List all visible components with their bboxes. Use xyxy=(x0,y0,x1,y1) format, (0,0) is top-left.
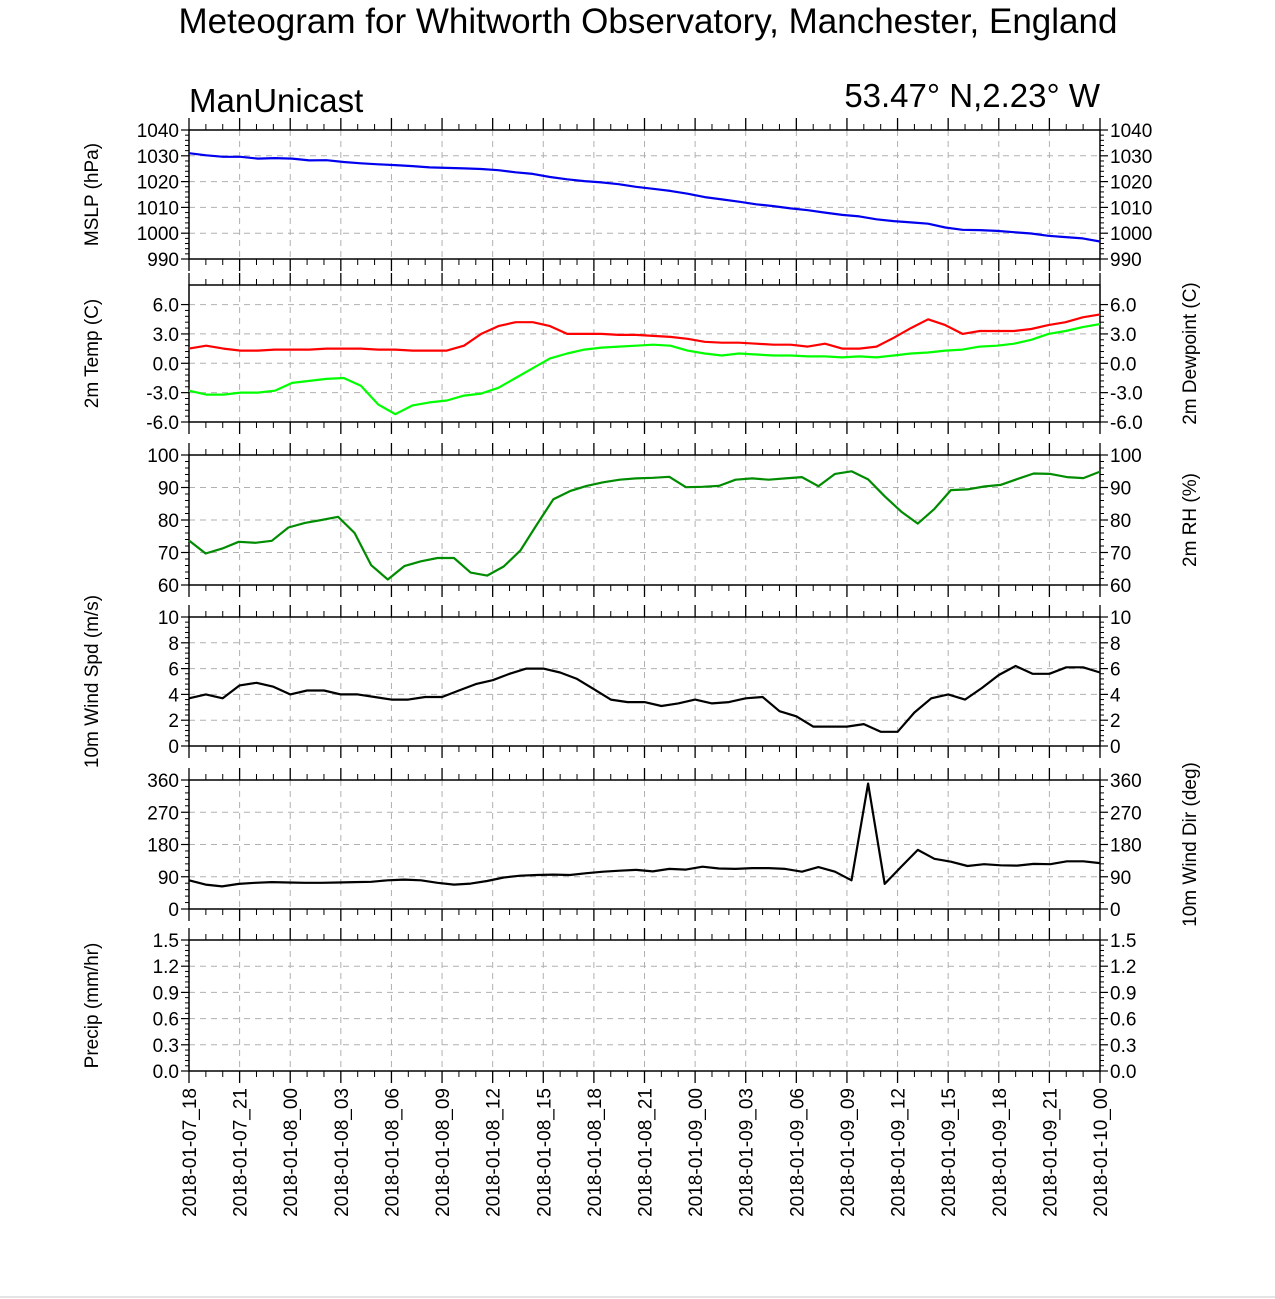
y-tick-label-left: 1030 xyxy=(136,146,179,168)
model-name: ManUnicast xyxy=(189,82,364,119)
panel-precip xyxy=(82,928,1136,1083)
y-tick-label-right: 1010 xyxy=(1110,198,1153,220)
y-tick-label-right: 6.0 xyxy=(1110,295,1137,317)
y-tick-label-right: 360 xyxy=(1110,771,1142,792)
y-axis-label-left: Precip (mm/hr) xyxy=(82,942,103,1069)
y-tick-label-left: 1000 xyxy=(136,224,179,246)
y-tick-label-right: 4 xyxy=(1110,685,1121,707)
y-tick-label-left: 60 xyxy=(157,576,179,597)
y-tick-label-right: 2 xyxy=(1110,711,1121,733)
x-tick-label: 2018-01-07_21 xyxy=(230,1088,252,1217)
y-tick-label-right: 80 xyxy=(1110,511,1132,532)
y-tick-label-right: 1.2 xyxy=(1110,957,1137,979)
x-tick-label: 2018-01-08_06 xyxy=(382,1088,404,1217)
y-axis-label-right: 10m Wind Dir (deg) xyxy=(1180,762,1201,927)
y-tick-label-left: 4 xyxy=(168,685,179,707)
y-tick-label-left: 90 xyxy=(157,478,179,500)
y-tick-label-right: 60 xyxy=(1110,576,1132,597)
y-tick-label-right: 0.3 xyxy=(1110,1035,1137,1057)
y-tick-label-right: 0 xyxy=(1110,900,1121,921)
chart-title: Meteogram for Whitworth Observatory, Manchester, England xyxy=(178,2,1118,41)
y-axis-label-right: 2m Dewpoint (C) xyxy=(1180,282,1201,425)
y-tick-label-left: 1.2 xyxy=(152,957,179,979)
y-tick-label-right: -6.0 xyxy=(1110,413,1143,434)
y-tick-label-right: 90 xyxy=(1110,867,1132,889)
y-tick-label-right: 990 xyxy=(1110,250,1142,271)
y-tick-label-left: 990 xyxy=(147,250,179,271)
panel-frame xyxy=(189,130,1100,259)
y-axis-label-left: 2m Temp (C) xyxy=(82,298,103,409)
y-tick-label-left: 0.0 xyxy=(152,1062,179,1083)
location-coordinates: 53.47° N,2.23° W xyxy=(844,77,1100,114)
y-tick-label-right: 1030 xyxy=(1110,146,1153,168)
y-tick-label-left: 6.0 xyxy=(152,295,179,317)
y-tick-label-right: 1.5 xyxy=(1110,931,1137,952)
x-tick-label: 2018-01-09_15 xyxy=(939,1088,961,1217)
y-tick-label-right: 70 xyxy=(1110,543,1132,565)
y-tick-label-right: 0.0 xyxy=(1110,1062,1137,1083)
y-tick-label-left: 180 xyxy=(147,835,179,857)
y-tick-label-right: 8 xyxy=(1110,633,1121,655)
x-tick-label: 2018-01-09_12 xyxy=(888,1088,910,1217)
y-tick-label-left: 1040 xyxy=(136,121,179,142)
y-tick-label-right: 270 xyxy=(1110,803,1142,825)
y-tick-label-right: 100 xyxy=(1110,446,1142,467)
y-tick-label-left: 80 xyxy=(157,511,179,532)
panel-rh xyxy=(147,443,1201,597)
y-tick-label-left: 0.9 xyxy=(152,983,179,1005)
y-tick-label-right: 90 xyxy=(1110,478,1132,500)
y-axis-label-right: 2m RH (%) xyxy=(1180,473,1201,567)
y-tick-label-right: 3.0 xyxy=(1110,324,1137,346)
x-tick-label: 2018-01-08_18 xyxy=(584,1088,606,1217)
y-tick-label-right: 1020 xyxy=(1110,172,1153,194)
y-tick-label-left: 0.0 xyxy=(152,354,179,376)
y-tick-label-right: 0.9 xyxy=(1110,983,1137,1005)
y-tick-label-right: -3.0 xyxy=(1110,383,1143,405)
y-tick-label-left: 360 xyxy=(147,771,179,792)
x-axis xyxy=(180,1088,1112,1217)
y-tick-label-left: 100 xyxy=(147,446,179,467)
y-tick-label-left: 1020 xyxy=(136,172,179,194)
y-tick-label-right: 0 xyxy=(1110,737,1121,758)
y-axis-label-left: 10m Wind Spd (m/s) xyxy=(82,594,103,769)
x-tick-label: 2018-01-09_18 xyxy=(989,1088,1011,1217)
y-tick-label-left: 3.0 xyxy=(152,324,179,346)
y-tick-label-left: 10 xyxy=(157,608,179,629)
x-tick-label: 2018-01-09_06 xyxy=(787,1088,809,1217)
y-tick-label-left: -6.0 xyxy=(146,413,179,434)
y-tick-label-left: 1.5 xyxy=(152,931,179,952)
y-tick-label-left: 270 xyxy=(147,803,179,825)
y-tick-label-left: 2 xyxy=(168,711,179,733)
y-tick-label-right: 6 xyxy=(1110,659,1121,681)
panels xyxy=(82,118,1201,1083)
y-tick-label-right: 1040 xyxy=(1110,121,1153,142)
y-tick-label-right: 0.6 xyxy=(1110,1009,1137,1031)
panel-mslp xyxy=(82,118,1152,271)
y-tick-label-left: 1010 xyxy=(136,198,179,220)
y-tick-label-left: 6 xyxy=(168,659,179,681)
x-tick-label: 2018-01-08_09 xyxy=(433,1088,455,1217)
y-tick-label-right: 1000 xyxy=(1110,224,1153,246)
panel-wspd xyxy=(82,595,1131,768)
y-axis-label-left: MSLP (hPa) xyxy=(82,142,103,247)
x-tick-label: 2018-01-09_09 xyxy=(837,1088,859,1217)
y-tick-label-left: 0 xyxy=(168,900,179,921)
x-tick-label: 2018-01-08_00 xyxy=(281,1088,303,1217)
x-tick-label: 2018-01-09_00 xyxy=(686,1088,708,1217)
y-tick-label-right: 180 xyxy=(1110,835,1142,857)
x-tick-label: 2018-01-07_18 xyxy=(180,1088,201,1217)
x-tick-label: 2018-01-09_21 xyxy=(1040,1088,1062,1217)
x-tick-label: 2018-01-08_03 xyxy=(331,1088,353,1217)
x-tick-label: 2018-01-08_21 xyxy=(635,1088,657,1217)
y-tick-label-left: 8 xyxy=(168,633,179,655)
x-tick-label: 2018-01-08_12 xyxy=(483,1088,505,1217)
y-tick-label-left: 0 xyxy=(168,737,179,758)
panel-wdir xyxy=(147,762,1201,927)
panel-temp xyxy=(82,273,1201,434)
x-tick-label: 2018-01-08_15 xyxy=(534,1088,556,1217)
y-tick-label-left: 0.3 xyxy=(152,1035,179,1057)
y-tick-label-left: 90 xyxy=(157,867,179,889)
y-tick-label-left: -3.0 xyxy=(146,383,179,405)
y-tick-label-left: 0.6 xyxy=(152,1009,179,1031)
y-tick-label-left: 70 xyxy=(157,543,179,565)
y-tick-label-right: 10 xyxy=(1110,608,1132,629)
y-tick-label-right: 0.0 xyxy=(1110,354,1137,376)
x-tick-label: 2018-01-10_00 xyxy=(1091,1088,1112,1217)
panel-frame xyxy=(189,617,1100,746)
x-tick-label: 2018-01-09_03 xyxy=(736,1088,758,1217)
